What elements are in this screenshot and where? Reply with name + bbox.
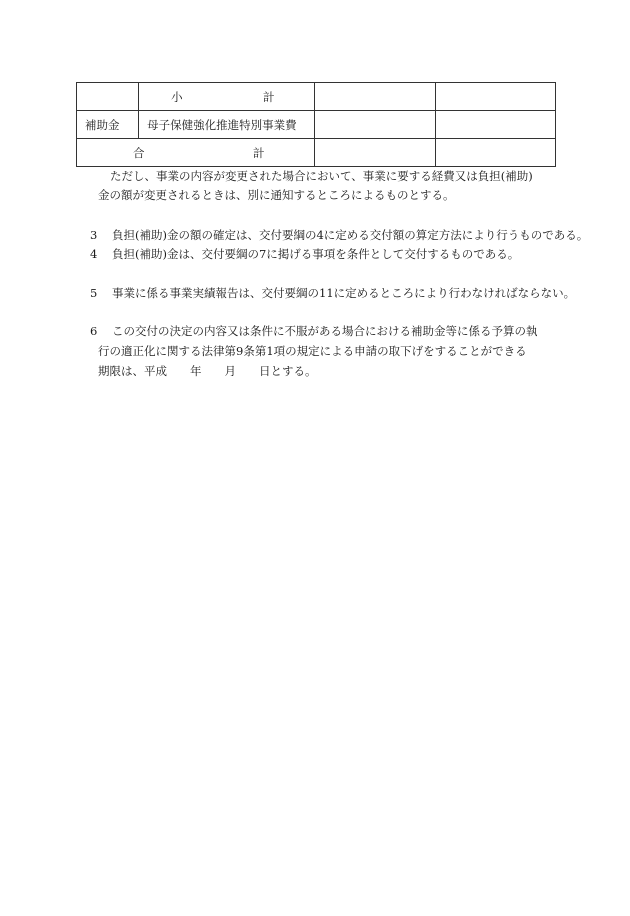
list-item [90, 244, 519, 264]
subtotal-row [77, 83, 556, 111]
total-row [77, 139, 556, 167]
list-item [90, 321, 538, 381]
budget-table [76, 82, 556, 167]
item-text-continued: 期限は、平成 年 月 日とする。 [98, 364, 317, 378]
category-label: 補助金 [85, 117, 120, 132]
subtotal-label-left: 小 [171, 89, 183, 104]
item-number: 3 [90, 228, 98, 242]
proviso-paragraph [90, 167, 533, 205]
item-text: この交付の決定の内容又は条件に不服がある場合における補助金等に係る予算の執 [112, 324, 538, 338]
subsidy-row [77, 111, 556, 139]
item-text: 事業に係る事業実績報告は、交付要綱の11に定めるところにより行わなければならない。 [112, 286, 576, 300]
item-label: 母子保健強化推進特別事業費 [147, 117, 297, 132]
item-cell [139, 111, 315, 139]
proviso-line-2: 金の額が変更されるときは、別に通知するところによるものとする。 [98, 188, 455, 202]
table-cell [315, 139, 435, 167]
total-label-left: 合 [133, 145, 145, 160]
table-cell [435, 139, 555, 167]
list-item [90, 283, 575, 303]
item-text-continued: 行の適正化に関する法律第9条第1項の規定による申請の取下げをすることができる [98, 344, 527, 358]
table-cell [315, 83, 435, 111]
item-number: 4 [90, 247, 98, 261]
list-item [90, 225, 588, 245]
proviso-line-1: ただし、事業の内容が変更された場合において、事業に要する経費又は負担(補助) [110, 169, 533, 183]
item-number: 5 [90, 286, 98, 300]
subtotal-label-right: 計 [262, 89, 275, 104]
item-text: 負担(補助)金の額の確定は、交付要綱の4に定める交付額の算定方法により行うものである。 [112, 228, 589, 242]
item-number: 6 [90, 324, 98, 338]
table-cell [435, 83, 555, 111]
table-cell [77, 83, 139, 111]
total-label-cell [77, 139, 315, 167]
category-cell [77, 111, 139, 139]
table-cell [435, 111, 555, 139]
table-cell [315, 111, 435, 139]
total-label-right: 計 [252, 145, 265, 160]
subtotal-label-cell [139, 83, 315, 111]
item-text: 負担(補助)金は、交付要綱の7に掲げる事項を条件として交付するものである。 [112, 247, 520, 261]
